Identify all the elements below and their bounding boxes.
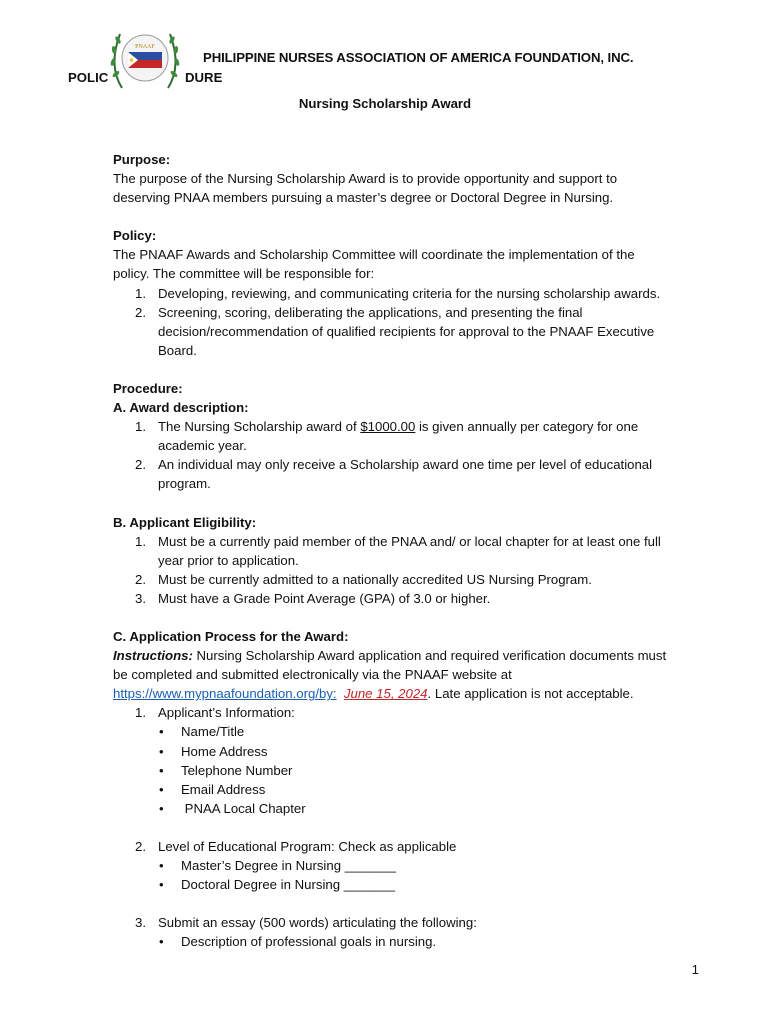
- policy-label-right: DURE: [185, 70, 223, 85]
- svg-text:PNAAF: PNAAF: [135, 44, 155, 50]
- list-item: 2. Screening, scoring, deliberating the applications, and presenting the final decision/recommendation of qualified recipients for approval to the PNAAF Executive Board.: [135, 304, 655, 358]
- bullet-item: • PNAA Local Chapter: [159, 800, 306, 816]
- purpose-heading: Purpose:: [113, 152, 171, 167]
- application-steps: [113, 703, 713, 722]
- list-item: 1. Applicant’s Information:: [135, 705, 295, 721]
- page-number: 1: [691, 962, 699, 977]
- application-heading: C. Application Process for the Award:: [113, 628, 349, 644]
- bullet-item: • Master’s Degree in Nursing _______: [159, 858, 397, 873]
- list-item: 1. The Nursing Scholarship award of $1000.00 is given annually per category for one academic year.: [135, 419, 639, 454]
- essay-bullets: [113, 932, 713, 951]
- list-item: 2. An individual may only receive a Scholarship award one time per level of educational program.: [135, 457, 653, 492]
- policy-heading: Policy:: [113, 228, 157, 244]
- bullet-item: • Description of professional goals in nursing.: [159, 934, 437, 950]
- application-steps: [113, 837, 713, 856]
- policy-text-line: policy. The committee will be responsible for:: [113, 266, 375, 282]
- award-list: [113, 417, 713, 493]
- organization-name: PHILIPPINE NURSES ASSOCIATION OF AMERICA FOUNDATION, INC.: [203, 50, 634, 65]
- eligibility-heading: B. Applicant Eligibility:: [113, 514, 257, 530]
- bullet-item: • Home Address: [159, 743, 268, 759]
- award-amount: $1000.00: [360, 419, 416, 435]
- policy-list: [113, 284, 713, 360]
- eligibility-list: [113, 532, 713, 608]
- foundation-website-link[interactable]: https://www.mypnaafoundation.org/by:: [113, 686, 337, 702]
- list-item: 1. Must be a currently paid member of the PNAA and/ or local chapter for at least one full year prior to application.: [135, 533, 661, 568]
- document-body: [113, 150, 713, 951]
- policy-text-line: The PNAAF Awards and Scholarship Committee will coordinate the implementation of the: [113, 247, 635, 263]
- award-description-heading: A. Award description:: [113, 400, 249, 416]
- instructions-line: https://www.mypnaafoundation.org/by: June 15, 2024. Late application is not acceptable.: [113, 686, 634, 702]
- bullet-item: • Name/Title: [159, 724, 245, 740]
- list-item: 2. Must be currently admitted to a nationally accredited US Nursing Program.: [135, 571, 592, 587]
- document-title: Nursing Scholarship Award: [298, 96, 472, 111]
- instructions-line: be completed and submitted electronically via the PNAAF website at: [113, 667, 512, 683]
- bullet-item: • Doctoral Degree in Nursing _______: [159, 877, 396, 893]
- purpose-text-line: deserving PNAA members pursuing a master’s degree or Doctoral Degree in Nursing.: [113, 190, 614, 206]
- purpose-text-line: The purpose of the Nursing Scholarship Award is to provide opportunity and support to: [113, 171, 618, 187]
- instructions-line: Instructions: Nursing Scholarship Award application and required verification documents must: [113, 648, 667, 664]
- procedure-heading: Procedure:: [113, 380, 183, 396]
- bullet-item: • Telephone Number: [159, 762, 293, 778]
- pnaaf-logo: [104, 18, 186, 100]
- bullet-item: • Email Address: [159, 781, 266, 797]
- list-item: 3. Must have a Grade Point Average (GPA) of 3.0 or higher.: [135, 590, 491, 606]
- applicant-info-bullets: [113, 722, 713, 817]
- education-level-bullets: [113, 856, 713, 894]
- list-item: 2. Level of Educational Program: Check as applicable: [135, 838, 457, 854]
- application-steps: [113, 913, 713, 932]
- policy-label-left: POLIC: [68, 70, 109, 85]
- deadline-date: June 15, 2024: [343, 686, 428, 702]
- list-item: 3. Submit an essay (500 words) articulating the following:: [135, 915, 477, 931]
- list-item: 1. Developing, reviewing, and communicating criteria for the nursing scholarship awards.: [135, 285, 661, 301]
